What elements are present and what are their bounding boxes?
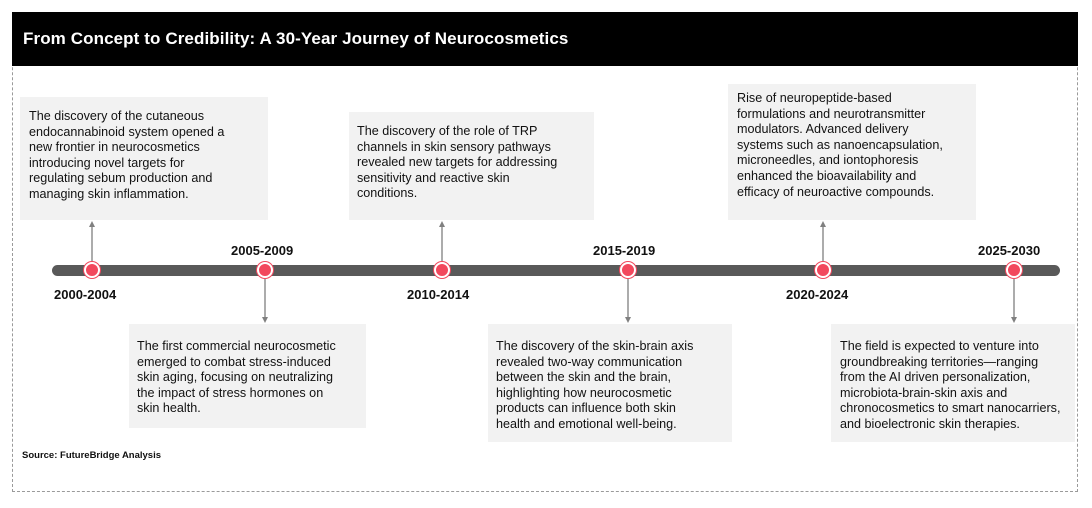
milestone-card-2020-2024 bbox=[728, 84, 976, 220]
milestone-text: The discovery of the skin-brain axis revealed two-way communication between the skin and the brain, highlighting how neurocosmetic products can influence both skin health and emotional well-being. bbox=[496, 339, 694, 431]
timeline-dot-2020-2024 bbox=[815, 262, 831, 278]
timeline-dot-2005-2009 bbox=[257, 262, 273, 278]
milestone-card-2000-2004 bbox=[20, 97, 268, 220]
source-text: FutureBridge Analysis bbox=[60, 450, 162, 461]
timeline-dot-2025-2030 bbox=[1006, 262, 1022, 278]
milestone-card-2005-2009 bbox=[129, 324, 366, 428]
period-label-2015-2019: 2015-2019 bbox=[593, 243, 656, 258]
source-label: Source: bbox=[22, 450, 58, 461]
milestone-card-2010-2014 bbox=[349, 112, 594, 220]
milestone-text: The discovery of the role of TRP channels in skin sensory pathways revealed new targets for addressing sensitivity and reactive skin conditions. bbox=[357, 124, 558, 201]
milestone-card-2025-2030 bbox=[831, 324, 1075, 442]
milestone-text: The field is expected to venture into groundbreaking territories—ranging from the AI driven personalization, microbiota-brain-skin axis and chronocosmetics to smart nanocarriers, and bioelectronic skin therapies. bbox=[840, 339, 1061, 431]
source-note bbox=[22, 450, 161, 461]
milestone-text: The discovery of the cutaneous endocannabinoid system opened a new frontier in neurocosmetics introducing novel targets for regulating sebum production and managing skin inflammation. bbox=[29, 109, 225, 201]
period-label-2020-2024: 2020-2024 bbox=[786, 287, 849, 302]
milestone-card-2015-2019 bbox=[488, 324, 732, 442]
timeline-dot-2000-2004 bbox=[84, 262, 100, 278]
period-label-2005-2009: 2005-2009 bbox=[231, 243, 294, 258]
milestone-text: Rise of neuropeptide-based formulations and neurotransmitter modulators. Advanced delivery systems such as nanoencapsulation, microneedles, and iontophoresis enhanced the bioavailability and efficacy of neuroactive compounds. bbox=[737, 91, 943, 199]
period-label-2010-2014: 2010-2014 bbox=[407, 287, 470, 302]
timeline-dot-2010-2014 bbox=[434, 262, 450, 278]
period-label-2000-2004: 2000-2004 bbox=[54, 287, 117, 302]
page-title: From Concept to Credibility: A 30-Year Journey of Neurocosmetics bbox=[23, 29, 569, 48]
period-label-2025-2030: 2025-2030 bbox=[978, 243, 1041, 258]
timeline-bar bbox=[52, 265, 1060, 276]
milestone-text: The first commercial neurocosmetic emerged to combat stress-induced skin aging, focusing on neutralizing the impact of stress hormones on skin health. bbox=[137, 339, 336, 416]
timeline-dot-2015-2019 bbox=[620, 262, 636, 278]
